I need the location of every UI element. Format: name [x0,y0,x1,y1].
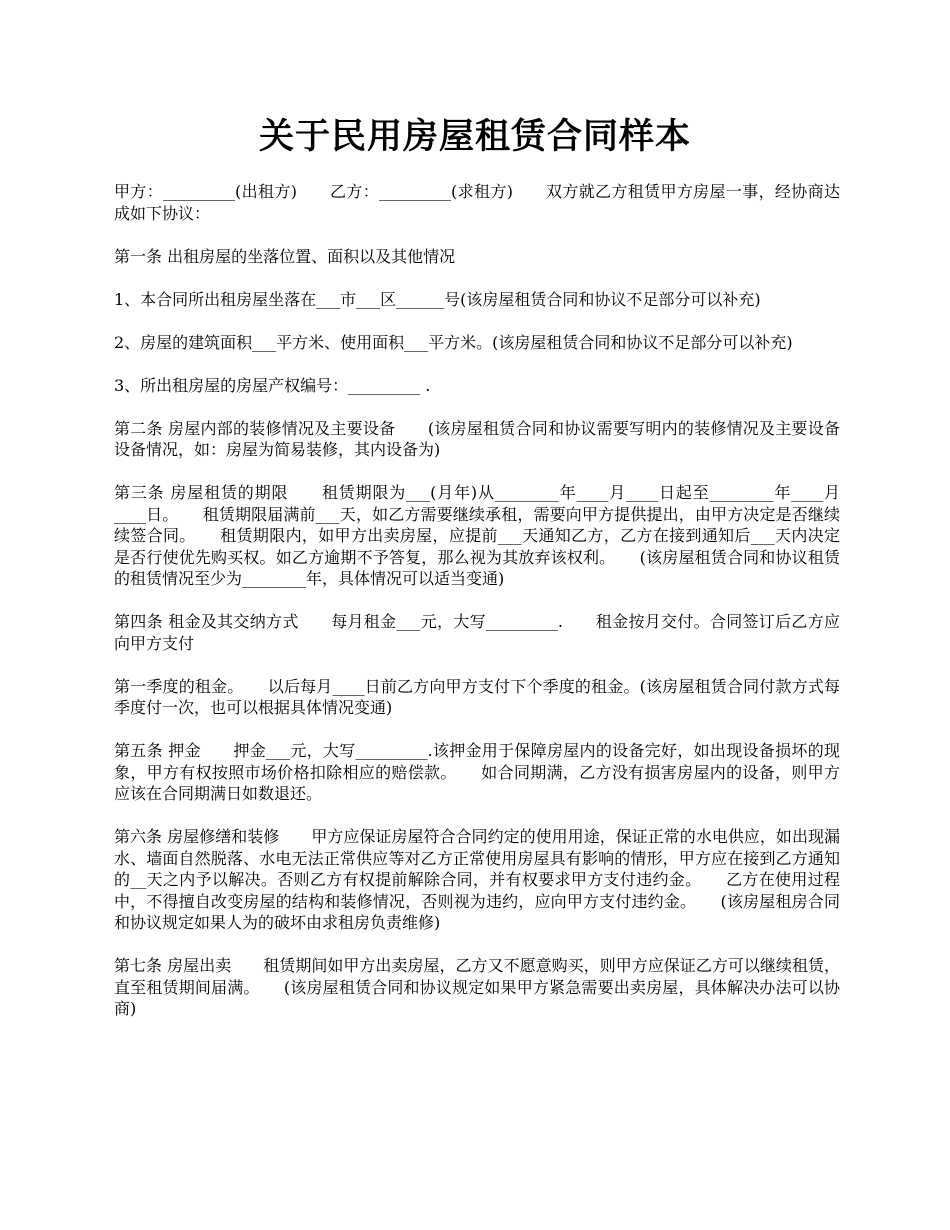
paragraph-article-1-item-1: 1、本合同所出租房屋坐落在___市___区______号(该房屋租赁合同和协议不足部分可以补充) [114,289,761,309]
paragraph-article-1-item-3: 3、所出租房屋的房屋产权编号：_________ . [114,375,431,395]
paragraph-article-7: 第七条 房屋出卖 租赁期间如甲方出卖房屋，乙方又不愿意购买，则甲方应保证乙方可以继续租赁，直至租赁期间届满。 (该房屋租赁合同和协议规定如果甲方紧急需要出卖房屋，具体解决办法可以协商) [114,956,840,1018]
paragraph-first-quarter-rent: 第一季度的租金。 以后每月____日前乙方向甲方支付下个季度的租金。(该房屋租赁合同付款方式每季度付一次，也可以根据具体情况变通) [114,676,840,717]
paragraph-article-4: 第四条 租金及其交纳方式 每月租金___元，大写_________. 租金按月交付。合同签订后乙方应向甲方支付 [114,612,840,653]
paragraph-article-3: 第三条 房屋租赁的期限 租赁期限为___(月年)从________年____月____日起至________年____月____日。 租赁期限届满前___天，如乙方需要继续承租，需要向甲方提供提出，由甲方决定是否继续续签合同。 租赁期限内，如甲方出卖房屋，应提前___天通知乙方，乙方在接到通知后___天内决定是否行使优先购买权。如乙方逾期不予答复，那么视为其放弃该权利。 (该房屋租赁合同和协议租赁的租赁情况至少为________年，具体情况可以适当变通) [114,483,840,588]
paragraph-parties: 甲方：_________(出租方) 乙方：_________(求租方) 双方就乙方租赁甲方房屋一事，经协商达成如下协议： [114,182,840,223]
paragraph-article-2: 第二条 房屋内部的装修情况及主要设备 (该房屋租赁合同和协议需要写明内的装修情况及主要设备设备情况，如：房屋为简易装修，其内设备为) [114,418,840,459]
document-body [114,181,840,1041]
paragraph-article-6: 第六条 房屋修缮和装修 甲方应保证房屋符合合同约定的使用用途，保证正常的水电供应，如出现漏水、墙面自然脱落、水电无法正常供应等对乙方正常使用房屋具有影响的情形，甲方应在接到乙方通知的__天之内予以解决。否则乙方有权提前解除合同，并有权要求甲方支付违约金。 乙方在使用过程中，不得擅自改变房屋的结构和装修情况，否则视为违约，应向甲方支付违约金。 (该房屋租房合同和协议规定如果人为的破坏由求租房负责维修) [114,827,840,932]
paragraph-article-5: 第五条 押金 押金___元，大写_________.该押金用于保障房屋内的设备完好，如出现设备损坏的现象，甲方有权按照市场价格扣除相应的赔偿款。 如合同期满，乙方没有损害房屋内的设备，则甲方应该在合同期满日如数退还。 [114,741,840,803]
document-title: 关于民用房屋租赁合同样本 [258,116,691,157]
paragraph-article-1: 第一条 出租房屋的坐落位置、面积以及其他情况 [114,246,456,266]
paragraph-article-1-item-2: 2、房屋的建筑面积___平方米、使用面积___平方米。(该房屋租赁合同和协议不足部分可以补充) [114,332,793,352]
